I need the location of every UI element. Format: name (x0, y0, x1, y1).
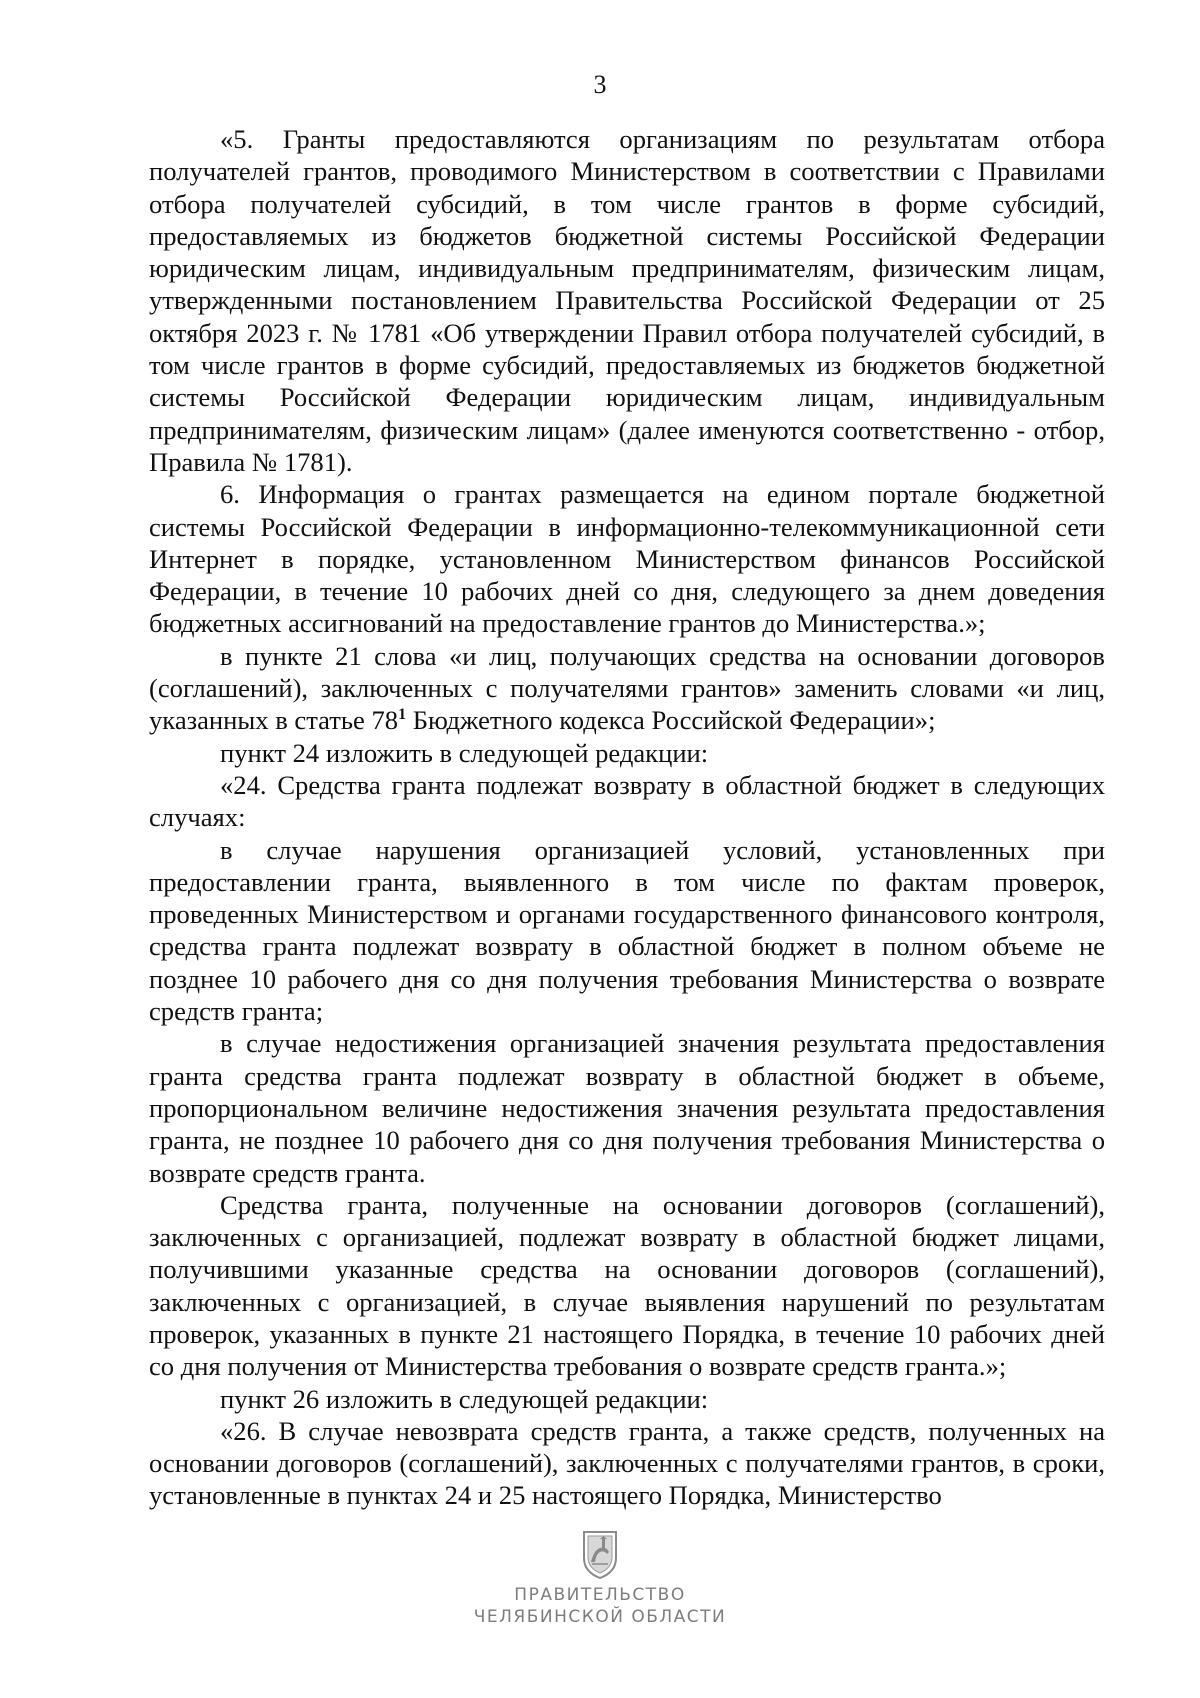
document-body (149, 123, 1105, 1512)
paragraph-clause-24: «24. Средства гранта подлежат возврату в областной бюджет в следующих случаях: (149, 769, 1105, 833)
paragraph-clause-24-intro: пункт 24 изложить в следующей редакции: (220, 737, 709, 768)
paragraph-clause-26: «26. В случае невозврата средств гранта, а также средств, полученных на основании договоров (соглашений), заключенных с получателями грантов, в сроки, установленные в пунктах 24 и 25 настоящего Порядка, Министерство (149, 1415, 1105, 1511)
paragraph-grants-selection: «5. Гранты предоставляются организациям по результатам отбора получателей грантов, проводимого Министерством в соответствии с Правилами отбора получателей субсидий, в том числе грантов в форме субсидий, предоставляемых из бюджетов бюджетной системы Российской Федерации юридическим лицам, индивидуальным предпринимателям, физическим лицам, утвержденными постановлением Правительства Российской Федерации от 25 октября 2023 г. № 1781 «Об утверждении Правил отбора получателей субсидий, в том числе грантов в форме субсидий, предоставляемых из бюджетов бюджетной системы Российской Федерации юридическим лицам, индивидуальным предпринимателям, физическим лицам» (далее именуются соответственно - отбор, Правила № 1781). (149, 124, 1105, 477)
clause-21-text-end: Бюджетного кодекса Российской Федерации»; (406, 705, 936, 736)
paragraph-grants-information: 6. Информация о грантах размещается на едином портале бюджетной системы Российской Федерации в информационно-телекоммуникационной сети Интернет в порядке, установленном Министерством финансов Российской Федерации, в течение 10 рабочих дней со дня, следующего за днем доведения бюджетных ассигнований на предоставление грантов до Министерства.»; (149, 479, 1105, 639)
paragraph-clause-21-amendment (149, 640, 1105, 737)
government-footer (0, 1528, 1200, 1628)
paragraph-violation-case: в случае нарушения организацией условий, установленных при предоставлении гранта, выявленного в том числе по фактам проверок, проведенных Министерством и органами государственного финансового контроля, средства гранта подлежат возврату в областной бюджет в полном объеме не позднее 10 рабочего дня со дня получения требования Министерства о возврате средств гранта; (149, 834, 1105, 1027)
footer-line-region: ЧЕЛЯБИНСКОЙ ОБЛАСТИ (473, 1607, 727, 1627)
article-superscript: 1 (398, 706, 407, 724)
footer-line-government: ПРАВИТЕЛЬСТВО (514, 1585, 686, 1605)
paragraph-result-not-achieved-case: в случае недостижения организацией значения результата предоставления гранта средства гранта подлежат возврату в областной бюджет в объеме, пропорциональном величине недостижения значения результата предоставления гранта, не позднее 10 рабочего дня со дня получения требования Министерства о возврате средств гранта. (149, 1028, 1105, 1188)
coat-of-arms-icon (578, 1528, 622, 1580)
page-number: 3 (593, 70, 607, 99)
paragraph-clause-26-intro: пункт 26 изложить в следующей редакции: (220, 1383, 709, 1414)
paragraph-contract-funds-return: Средства гранта, полученные на основании договоров (соглашений), заключенных с организацией, подлежат возврату в областной бюджет лицами, получившими указанные средства на основании договоров (соглашений), заключенных с организацией, в случае выявления нарушений по результатам проверок, указанных в пункте 21 настоящего Порядка, в течение 10 рабочих дней со дня получения от Министерства требования о возврате средств гранта.»; (149, 1189, 1105, 1382)
clause-21-text-start: в пункте 21 слова «и лиц, получающих средства на основании договоров (соглашений), заключенных с получателями грантов» заменить словами «и лиц, указанных в статье 78 (149, 640, 1105, 736)
